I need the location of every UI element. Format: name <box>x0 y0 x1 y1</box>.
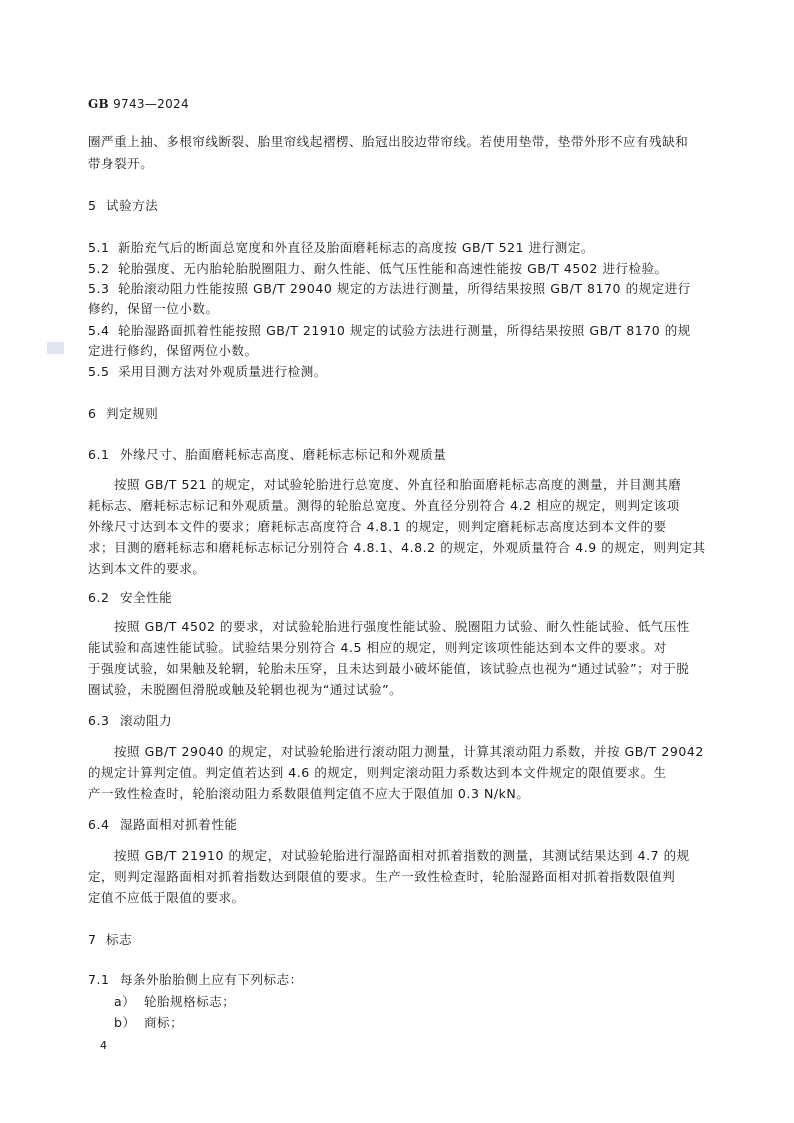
clause-title: 湿路面相对抓着性能 <box>120 817 238 832</box>
clause-6-3-line-1: 按照 GB/T 29040 的规定，对试验轮胎进行滚动阻力测量，计算其滚动阻力系数，并按 GB/T 29042 <box>114 744 704 759</box>
clause-6-2-line-2: 能试验和高速性能试验。试验结果分别符合 4.5 相应的规定，则判定该项性能达到本文件的要求。对 <box>88 640 667 655</box>
clause-5-3-continuation: 修约，保留一位小数。 <box>88 301 219 316</box>
section-number: 7 <box>88 932 97 947</box>
clause-title: 滚动阻力 <box>120 713 173 728</box>
clause-7-1-heading <box>88 970 303 988</box>
continuation-line-1: 圈严重上抽、多根帘线断裂、胎里帘线起褶楞、胎冠出胶边带帘线。若使用垫带，垫带外形不应有残缺和 <box>88 134 689 149</box>
clause-text: 轮胎强度、无内胎轮胎脱圈阻力、耐久性能、低气压性能和高速性能按 GB/T 4502 进行检验。 <box>118 261 668 276</box>
section-number: 6 <box>88 406 97 421</box>
clause-number: 5.2 <box>88 261 110 276</box>
clause-5-3 <box>88 279 691 297</box>
section-title: 试验方法 <box>106 198 159 213</box>
clause-6-3-line-2: 的规定计算判定值。判定值若达到 4.6 的规定，则判定滚动阻力系数达到本文件规定的限值要求。生 <box>88 765 667 780</box>
clause-6-2-line-1: 按照 GB/T 4502 的要求，对试验轮胎进行强度性能试验、脱圈阻力试验、耐久性能试验、低气压性 <box>114 619 690 634</box>
side-stamp-mark <box>47 342 64 354</box>
clause-number: 6.1 <box>88 447 110 462</box>
clause-number: 5.4 <box>88 323 110 338</box>
clause-number: 6.2 <box>88 590 110 605</box>
clause-6-4-line-2: 定，则判定湿路面相对抓着指数达到限值的要求。生产一致性检查时，轮胎湿路面相对抓着指数限值判 <box>88 869 676 884</box>
clause-6-1-line-5: 达到本文件的要求。 <box>88 561 206 576</box>
standard-number: 9743—2024 <box>113 97 189 111</box>
continuation-line-2: 带身裂开。 <box>88 156 154 171</box>
clause-5-4 <box>88 321 691 339</box>
clause-text: 轮胎湿路面抓着性能按照 GB/T 21910 规定的试验方法进行测量，所得结果按照 GB/T 8170 的规 <box>118 323 691 338</box>
clause-title: 安全性能 <box>120 590 173 605</box>
standard-prefix: GB <box>88 97 109 111</box>
clause-text: 轮胎滚动阻力性能按照 GB/T 29040 规定的方法进行测量，所得结果按照 GB/T 8170 的规定进行 <box>118 281 691 296</box>
standard-header <box>88 97 189 111</box>
clause-number: 7.1 <box>88 972 110 987</box>
clause-title: 外缘尺寸、胎面磨耗标志高度、磨耗标志标记和外观质量 <box>120 447 447 462</box>
clause-title: 每条外胎胎侧上应有下列标志： <box>120 972 303 987</box>
clause-6-1-line-1: 按照 GB/T 521 的规定，对试验轮胎进行总宽度、外直径和胎面磨耗标志高度的测量，并目测其磨 <box>114 477 682 492</box>
list-item-b <box>114 1013 183 1031</box>
clause-6-4-line-1: 按照 GB/T 21910 的规定，对试验轮胎进行湿路面相对抓着指数的测量，其测试结果达到 4.7 的规 <box>114 848 690 863</box>
clause-5-4-continuation: 定进行修约，保留两位小数。 <box>88 343 258 358</box>
section-number: 5 <box>88 198 97 213</box>
clause-6-2-line-4: 圈试验，未脱圈但滑脱或触及轮辋也视为“通过试验”。 <box>88 682 403 697</box>
clause-text: 采用目测方法对外观质量进行检测。 <box>118 364 327 379</box>
section-title: 标志 <box>106 932 133 947</box>
clause-number: 5.3 <box>88 281 110 296</box>
clause-number: 5.5 <box>88 364 110 379</box>
clause-6-1-line-2: 耗标志、磨耗标志标记和外观质量。测得的轮胎总宽度、外直径分别符合 4.2 相应的规定，则判定该项 <box>88 498 680 513</box>
clause-6-1-line-3: 外缘尺寸达到本文件的要求；磨耗标志高度符合 4.8.1 的规定，则判定磨耗标志高度达到本文件的要 <box>88 519 667 534</box>
clause-6-4-heading <box>88 815 237 833</box>
list-item-label: b） <box>114 1015 136 1030</box>
clause-5-1 <box>88 238 594 256</box>
section-7-heading <box>88 930 132 948</box>
clause-5-5 <box>88 362 327 380</box>
clause-number: 5.1 <box>88 240 110 255</box>
page-number: 4 <box>100 1039 107 1052</box>
clause-6-2-heading <box>88 588 172 606</box>
section-5-heading <box>88 196 158 214</box>
list-item-a <box>114 992 235 1010</box>
clause-6-3-line-3: 产一致性检查时，轮胎滚动阻力系数限值判定值不应大于限值加 0.3 N/kN。 <box>88 786 530 801</box>
list-item-text: 轮胎规格标志； <box>144 994 236 1009</box>
clause-6-1-heading <box>88 445 446 463</box>
clause-number: 6.3 <box>88 713 110 728</box>
section-6-heading <box>88 404 158 422</box>
clause-6-4-line-3: 定值不应低于限值的要求。 <box>88 890 245 905</box>
clause-6-1-line-4: 求；目测的磨耗标志和磨耗标志标记分别符合 4.8.1、4.8.2 的规定，外观质量符合 4.9 的规定，则判定其 <box>88 540 706 555</box>
section-title: 判定规则 <box>106 406 159 421</box>
list-item-label: a） <box>114 994 136 1009</box>
clause-number: 6.4 <box>88 817 110 832</box>
clause-6-3-heading <box>88 711 172 729</box>
clause-6-2-line-3: 于强度试验，如果触及轮辋，轮胎未压穿，且未达到最小破坏能值，该试验点也视为“通过试验”；对于脱 <box>88 661 690 676</box>
clause-5-2 <box>88 259 668 277</box>
clause-text: 新胎充气后的断面总宽度和外直径及胎面磨耗标志的高度按 GB/T 521 进行测定。 <box>118 240 594 255</box>
list-item-text: 商标； <box>144 1015 184 1030</box>
